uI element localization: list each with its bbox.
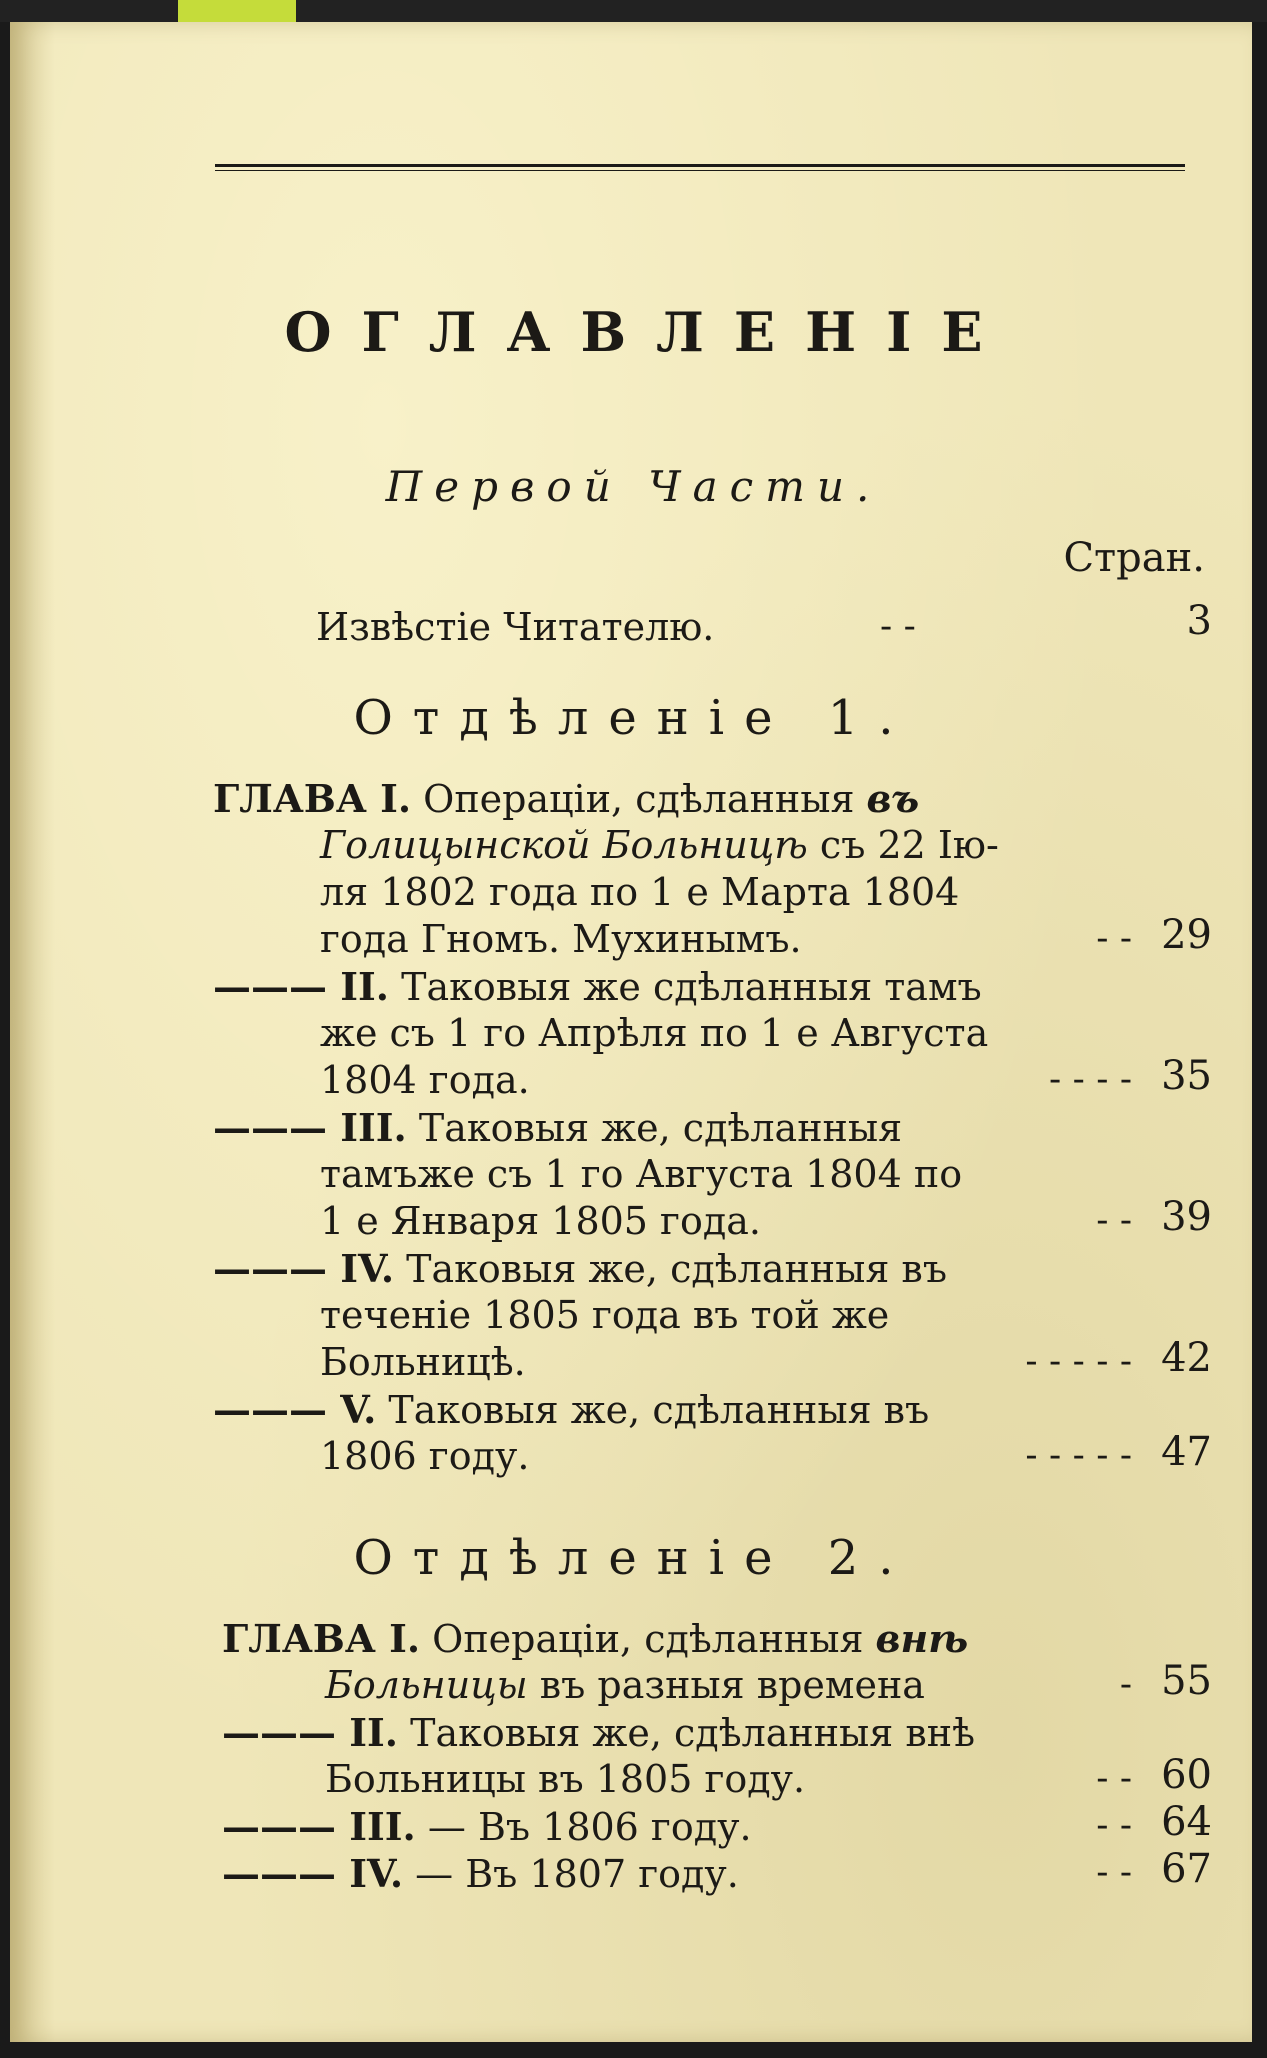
page-column-header: Стран. bbox=[1063, 535, 1205, 581]
entry-text: теченіе 1805 года въ той же bbox=[320, 1293, 890, 1337]
header-rule bbox=[215, 164, 1185, 171]
leader-dots: - - bbox=[1096, 1200, 1132, 1241]
entry-line bbox=[213, 1386, 929, 1434]
entry-text: ля 1802 года по 1 е Марта 1804 bbox=[320, 870, 960, 914]
entry-text: 1 е Января 1805 года. bbox=[320, 1199, 761, 1243]
leader-dots: - - bbox=[1096, 918, 1132, 959]
entry-line bbox=[213, 1104, 902, 1152]
entry-text: Таковыя же, сдѣланныя bbox=[406, 1106, 903, 1150]
leader-dots: - bbox=[1119, 1664, 1132, 1705]
entry-text: Операціи, сдѣланныя bbox=[420, 1617, 876, 1661]
entry-text: Больницы bbox=[325, 1663, 528, 1707]
page-number: 42 bbox=[1161, 1335, 1212, 1381]
scan-color-marker bbox=[178, 0, 296, 22]
entry-text: Таковыя же, сдѣланныя внѣ bbox=[398, 1711, 975, 1755]
chapter-label: ——— V. bbox=[213, 1387, 377, 1432]
section1-heading: Отдѣленіе 1. bbox=[353, 690, 914, 746]
entry-text: Операціи, сдѣланныя bbox=[411, 777, 867, 821]
entry-text: Таковыя же сдѣланныя тамъ bbox=[389, 965, 982, 1009]
entry-line bbox=[320, 822, 999, 869]
entry-line bbox=[325, 1756, 805, 1803]
page-number: 64 bbox=[1161, 1799, 1212, 1845]
entry-text-tail: въ разныя времена bbox=[527, 1663, 925, 1707]
entry-line bbox=[222, 1709, 975, 1757]
entry-text: — Въ 1807 году. bbox=[403, 1852, 739, 1896]
entry-line bbox=[320, 1433, 529, 1480]
entry-text: 1804 года. bbox=[320, 1058, 530, 1102]
leader-dots: - - bbox=[1096, 1758, 1132, 1799]
entry-text-tail: внѣ bbox=[875, 1616, 969, 1661]
intro-page: 3 bbox=[1186, 598, 1212, 644]
page-number: 60 bbox=[1161, 1752, 1212, 1798]
entry-line bbox=[222, 1850, 739, 1898]
leader-dots: - - - - - bbox=[1025, 1341, 1132, 1382]
entry-line bbox=[325, 1662, 925, 1709]
entry-line bbox=[222, 1803, 752, 1851]
entry-line bbox=[320, 1010, 988, 1057]
chapter-label: ГЛАВА I. bbox=[213, 776, 412, 821]
entry-line bbox=[222, 1615, 968, 1663]
page-number: 39 bbox=[1161, 1194, 1212, 1240]
intro-text: Извѣстіе Читателю. bbox=[316, 605, 715, 649]
leader-dots: - - bbox=[1096, 1805, 1132, 1846]
entry-line bbox=[213, 963, 982, 1011]
entry-line bbox=[213, 775, 919, 823]
entry-text: же съ 1 го Апрѣля по 1 е Августа bbox=[320, 1011, 989, 1055]
entry-text: Таковыя же, сдѣланныя въ bbox=[394, 1247, 947, 1291]
section2-heading: Отдѣленіе 2. bbox=[353, 1530, 914, 1586]
entry-line bbox=[320, 1339, 526, 1386]
entry-text: тамъже съ 1 го Августа 1804 по bbox=[320, 1152, 963, 1196]
entry-text: 1806 году. bbox=[320, 1434, 530, 1478]
page-number: 67 bbox=[1161, 1846, 1212, 1892]
page-subtitle: Первой Части. bbox=[385, 462, 882, 511]
chapter-label: ——— III. bbox=[222, 1804, 416, 1849]
entry-line bbox=[320, 1198, 761, 1245]
page-title: ОГЛАВЛЕНІЕ bbox=[284, 300, 1013, 364]
intro-dots: - - bbox=[880, 606, 916, 647]
entry-line bbox=[320, 1292, 889, 1339]
entry-text: года Гномъ. Мухинымъ. bbox=[320, 917, 802, 961]
entry-text: Таковыя же, сдѣланныя въ bbox=[376, 1388, 930, 1432]
chapter-label: ——— IV. bbox=[213, 1246, 395, 1291]
leader-dots: - - bbox=[1096, 1852, 1132, 1893]
entry-line bbox=[213, 1245, 947, 1293]
entry-text: Больницы въ 1805 году. bbox=[325, 1757, 806, 1801]
page-number: 35 bbox=[1161, 1053, 1212, 1099]
chapter-label: ——— III. bbox=[213, 1105, 407, 1150]
scan-top-edge bbox=[0, 0, 1267, 22]
leader-dots: - - - - - bbox=[1025, 1435, 1132, 1476]
entry-line bbox=[320, 869, 959, 916]
intro-entry bbox=[316, 604, 1216, 651]
page-number: 55 bbox=[1161, 1658, 1212, 1704]
entry-text: — Въ 1806 году. bbox=[415, 1805, 752, 1849]
chapter-label: ——— II. bbox=[213, 964, 390, 1009]
entry-text: Больницѣ. bbox=[320, 1340, 526, 1384]
chapter-label: ——— IV. bbox=[222, 1851, 404, 1896]
entry-text-tail: въ bbox=[866, 776, 920, 821]
entry-text: Голицынской Больницѣ bbox=[320, 823, 808, 867]
entry-line bbox=[320, 916, 802, 963]
page-number: 29 bbox=[1161, 912, 1212, 958]
entry-text-tail: съ 22 Ію- bbox=[807, 823, 999, 867]
chapter-label: ——— II. bbox=[222, 1710, 399, 1755]
chapter-label: ГЛАВА I. bbox=[222, 1616, 421, 1661]
entry-line bbox=[320, 1151, 962, 1198]
entry-line bbox=[320, 1057, 530, 1104]
leader-dots: - - - - bbox=[1049, 1059, 1132, 1100]
page-number: 47 bbox=[1161, 1429, 1212, 1475]
